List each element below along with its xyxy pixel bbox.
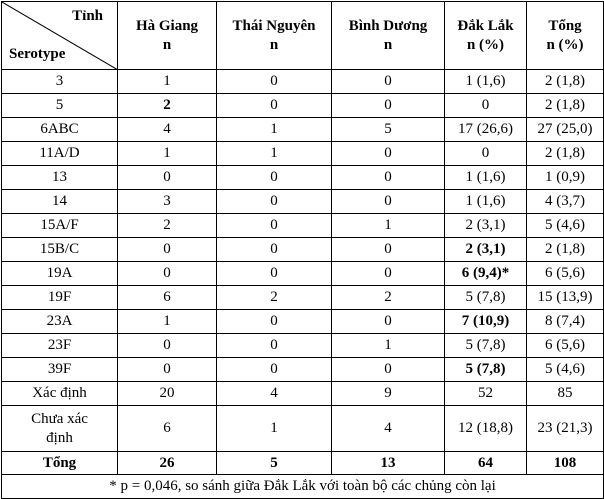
cell-dak-lak: 0 xyxy=(445,142,527,166)
serotype-cell: 5 xyxy=(2,94,118,118)
serotype-cell: 19F xyxy=(2,286,118,310)
cell-total: 2 (1,8) xyxy=(527,238,604,262)
cell-binh-duong: 5 xyxy=(332,118,445,142)
cell-dak-lak: 0 xyxy=(445,94,527,118)
cell-ha-giang: 6 xyxy=(118,406,217,452)
cell-dak-lak: 5 (7,8) xyxy=(445,334,527,358)
cell-dak-lak: 1 (1,6) xyxy=(445,70,527,94)
cell-binh-duong: 0 xyxy=(332,310,445,334)
cell-dak-lak: 2 (3,1) xyxy=(445,238,527,262)
cell-thai-nguyen: 0 xyxy=(217,190,332,214)
cell-ha-giang: 0 xyxy=(118,358,217,382)
cell-dak-lak: 5 (7,8) xyxy=(445,286,527,310)
cell-total: 6 (5,6) xyxy=(527,334,604,358)
table-row xyxy=(2,166,604,190)
table-row xyxy=(2,238,604,262)
table-row xyxy=(2,70,604,94)
cell-thai-nguyen: 0 xyxy=(217,334,332,358)
serotype-label: Serotype xyxy=(9,46,66,62)
cell-binh-duong: 2 xyxy=(332,286,445,310)
cell-total: 23 (21,3) xyxy=(527,406,604,452)
cell-ha-giang: 1 xyxy=(118,310,217,334)
column-header-binh-duong: Bình Dương n xyxy=(332,2,445,70)
cell-binh-duong: 1 xyxy=(332,334,445,358)
cell-total: 5 (4,6) xyxy=(527,214,604,238)
cell-binh-duong: 13 xyxy=(332,452,445,475)
cell-ha-giang: 6 xyxy=(118,286,217,310)
cell-total: 6 (5,6) xyxy=(527,262,604,286)
total-label: Tổng xyxy=(2,452,118,475)
cell-ha-giang: 2 xyxy=(118,94,217,118)
cell-ha-giang: 0 xyxy=(118,334,217,358)
cell-dak-lak: 1 (1,6) xyxy=(445,190,527,214)
cell-binh-duong: 0 xyxy=(332,238,445,262)
corner-header-cell xyxy=(2,2,118,70)
serotype-cell: 13 xyxy=(2,166,118,190)
table-row xyxy=(2,142,604,166)
cell-ha-giang: 3 xyxy=(118,190,217,214)
header-row xyxy=(2,2,604,70)
cell-total: 2 (1,8) xyxy=(527,70,604,94)
cell-ha-giang: 0 xyxy=(118,166,217,190)
serotype-cell: Chưa xác định xyxy=(2,406,118,452)
cell-total: 85 xyxy=(527,382,604,406)
cell-ha-giang: 1 xyxy=(118,70,217,94)
cell-dak-lak: 7 (10,9) xyxy=(445,310,527,334)
cell-dak-lak: 6 (9,4)* xyxy=(445,262,527,286)
province-label: Tỉnh xyxy=(72,8,103,24)
serotype-cell: 23A xyxy=(2,310,118,334)
undetermined-row xyxy=(2,406,604,452)
cell-thai-nguyen: 0 xyxy=(217,310,332,334)
cell-thai-nguyen: 4 xyxy=(217,382,332,406)
table-row xyxy=(2,358,604,382)
cell-thai-nguyen: 0 xyxy=(217,166,332,190)
cell-binh-duong: 0 xyxy=(332,70,445,94)
serotype-cell: 3 xyxy=(2,70,118,94)
serotype-cell: 19A xyxy=(2,262,118,286)
serotype-cell: Xác định xyxy=(2,382,118,406)
table-row xyxy=(2,214,604,238)
cell-thai-nguyen: 0 xyxy=(217,238,332,262)
cell-dak-lak: 17 (26,6) xyxy=(445,118,527,142)
cell-thai-nguyen: 1 xyxy=(217,406,332,452)
cell-total: 4 (3,7) xyxy=(527,190,604,214)
serotype-cell: 15B/C xyxy=(2,238,118,262)
cell-binh-duong: 0 xyxy=(332,262,445,286)
cell-total: 2 (1,8) xyxy=(527,142,604,166)
column-header-dak-lak: Đắk Lắk n (%) xyxy=(445,2,527,70)
cell-ha-giang: 2 xyxy=(118,214,217,238)
cell-dak-lak: 12 (18,8) xyxy=(445,406,527,452)
serotype-cell: 23F xyxy=(2,334,118,358)
cell-total: 8 (7,4) xyxy=(527,310,604,334)
cell-thai-nguyen: 2 xyxy=(217,286,332,310)
cell-binh-duong: 0 xyxy=(332,166,445,190)
serotype-cell: 15A/F xyxy=(2,214,118,238)
table-row xyxy=(2,310,604,334)
cell-ha-giang: 26 xyxy=(118,452,217,475)
column-header-total: Tổng n (%) xyxy=(527,2,604,70)
serotype-cell: 11A/D xyxy=(2,142,118,166)
column-header-thai-nguyen: Thái Nguyên n xyxy=(217,2,332,70)
cell-total: 1 (0,9) xyxy=(527,166,604,190)
cell-binh-duong: 1 xyxy=(332,214,445,238)
cell-thai-nguyen: 0 xyxy=(217,358,332,382)
cell-thai-nguyen: 0 xyxy=(217,94,332,118)
footnote: * p = 0,046, so sánh giữa Đắk Lắk với toàn bộ các chủng còn lại xyxy=(2,475,604,499)
table-row xyxy=(2,382,604,406)
serotype-cell: 6ABC xyxy=(2,118,118,142)
cell-dak-lak: 5 (7,8) xyxy=(445,358,527,382)
cell-dak-lak: 64 xyxy=(445,452,527,475)
cell-dak-lak: 2 (3,1) xyxy=(445,214,527,238)
cell-thai-nguyen: 0 xyxy=(217,262,332,286)
cell-thai-nguyen: 1 xyxy=(217,118,332,142)
cell-binh-duong: 0 xyxy=(332,142,445,166)
cell-thai-nguyen: 0 xyxy=(217,70,332,94)
table-row xyxy=(2,262,604,286)
table-row xyxy=(2,334,604,358)
cell-binh-duong: 4 xyxy=(332,406,445,452)
cell-binh-duong: 0 xyxy=(332,94,445,118)
table-row xyxy=(2,286,604,310)
table-row xyxy=(2,94,604,118)
total-row xyxy=(2,452,604,475)
cell-ha-giang: 4 xyxy=(118,118,217,142)
footnote-row xyxy=(2,475,604,499)
cell-thai-nguyen: 0 xyxy=(217,214,332,238)
cell-total: 27 (25,0) xyxy=(527,118,604,142)
cell-ha-giang: 1 xyxy=(118,142,217,166)
table-row xyxy=(2,118,604,142)
cell-thai-nguyen: 5 xyxy=(217,452,332,475)
serotype-cell: 39F xyxy=(2,358,118,382)
cell-total: 5 (4,6) xyxy=(527,358,604,382)
cell-total: 2 (1,8) xyxy=(527,94,604,118)
cell-thai-nguyen: 1 xyxy=(217,142,332,166)
cell-ha-giang: 20 xyxy=(118,382,217,406)
cell-ha-giang: 0 xyxy=(118,262,217,286)
serotype-table xyxy=(1,1,604,499)
column-header-ha-giang: Hà Giang n xyxy=(118,2,217,70)
cell-dak-lak: 52 xyxy=(445,382,527,406)
cell-total: 15 (13,9) xyxy=(527,286,604,310)
cell-ha-giang: 0 xyxy=(118,238,217,262)
cell-binh-duong: 0 xyxy=(332,190,445,214)
cell-total: 108 xyxy=(527,452,604,475)
cell-dak-lak: 1 (1,6) xyxy=(445,166,527,190)
cell-binh-duong: 9 xyxy=(332,382,445,406)
cell-binh-duong: 0 xyxy=(332,358,445,382)
table-row xyxy=(2,190,604,214)
serotype-cell: 14 xyxy=(2,190,118,214)
